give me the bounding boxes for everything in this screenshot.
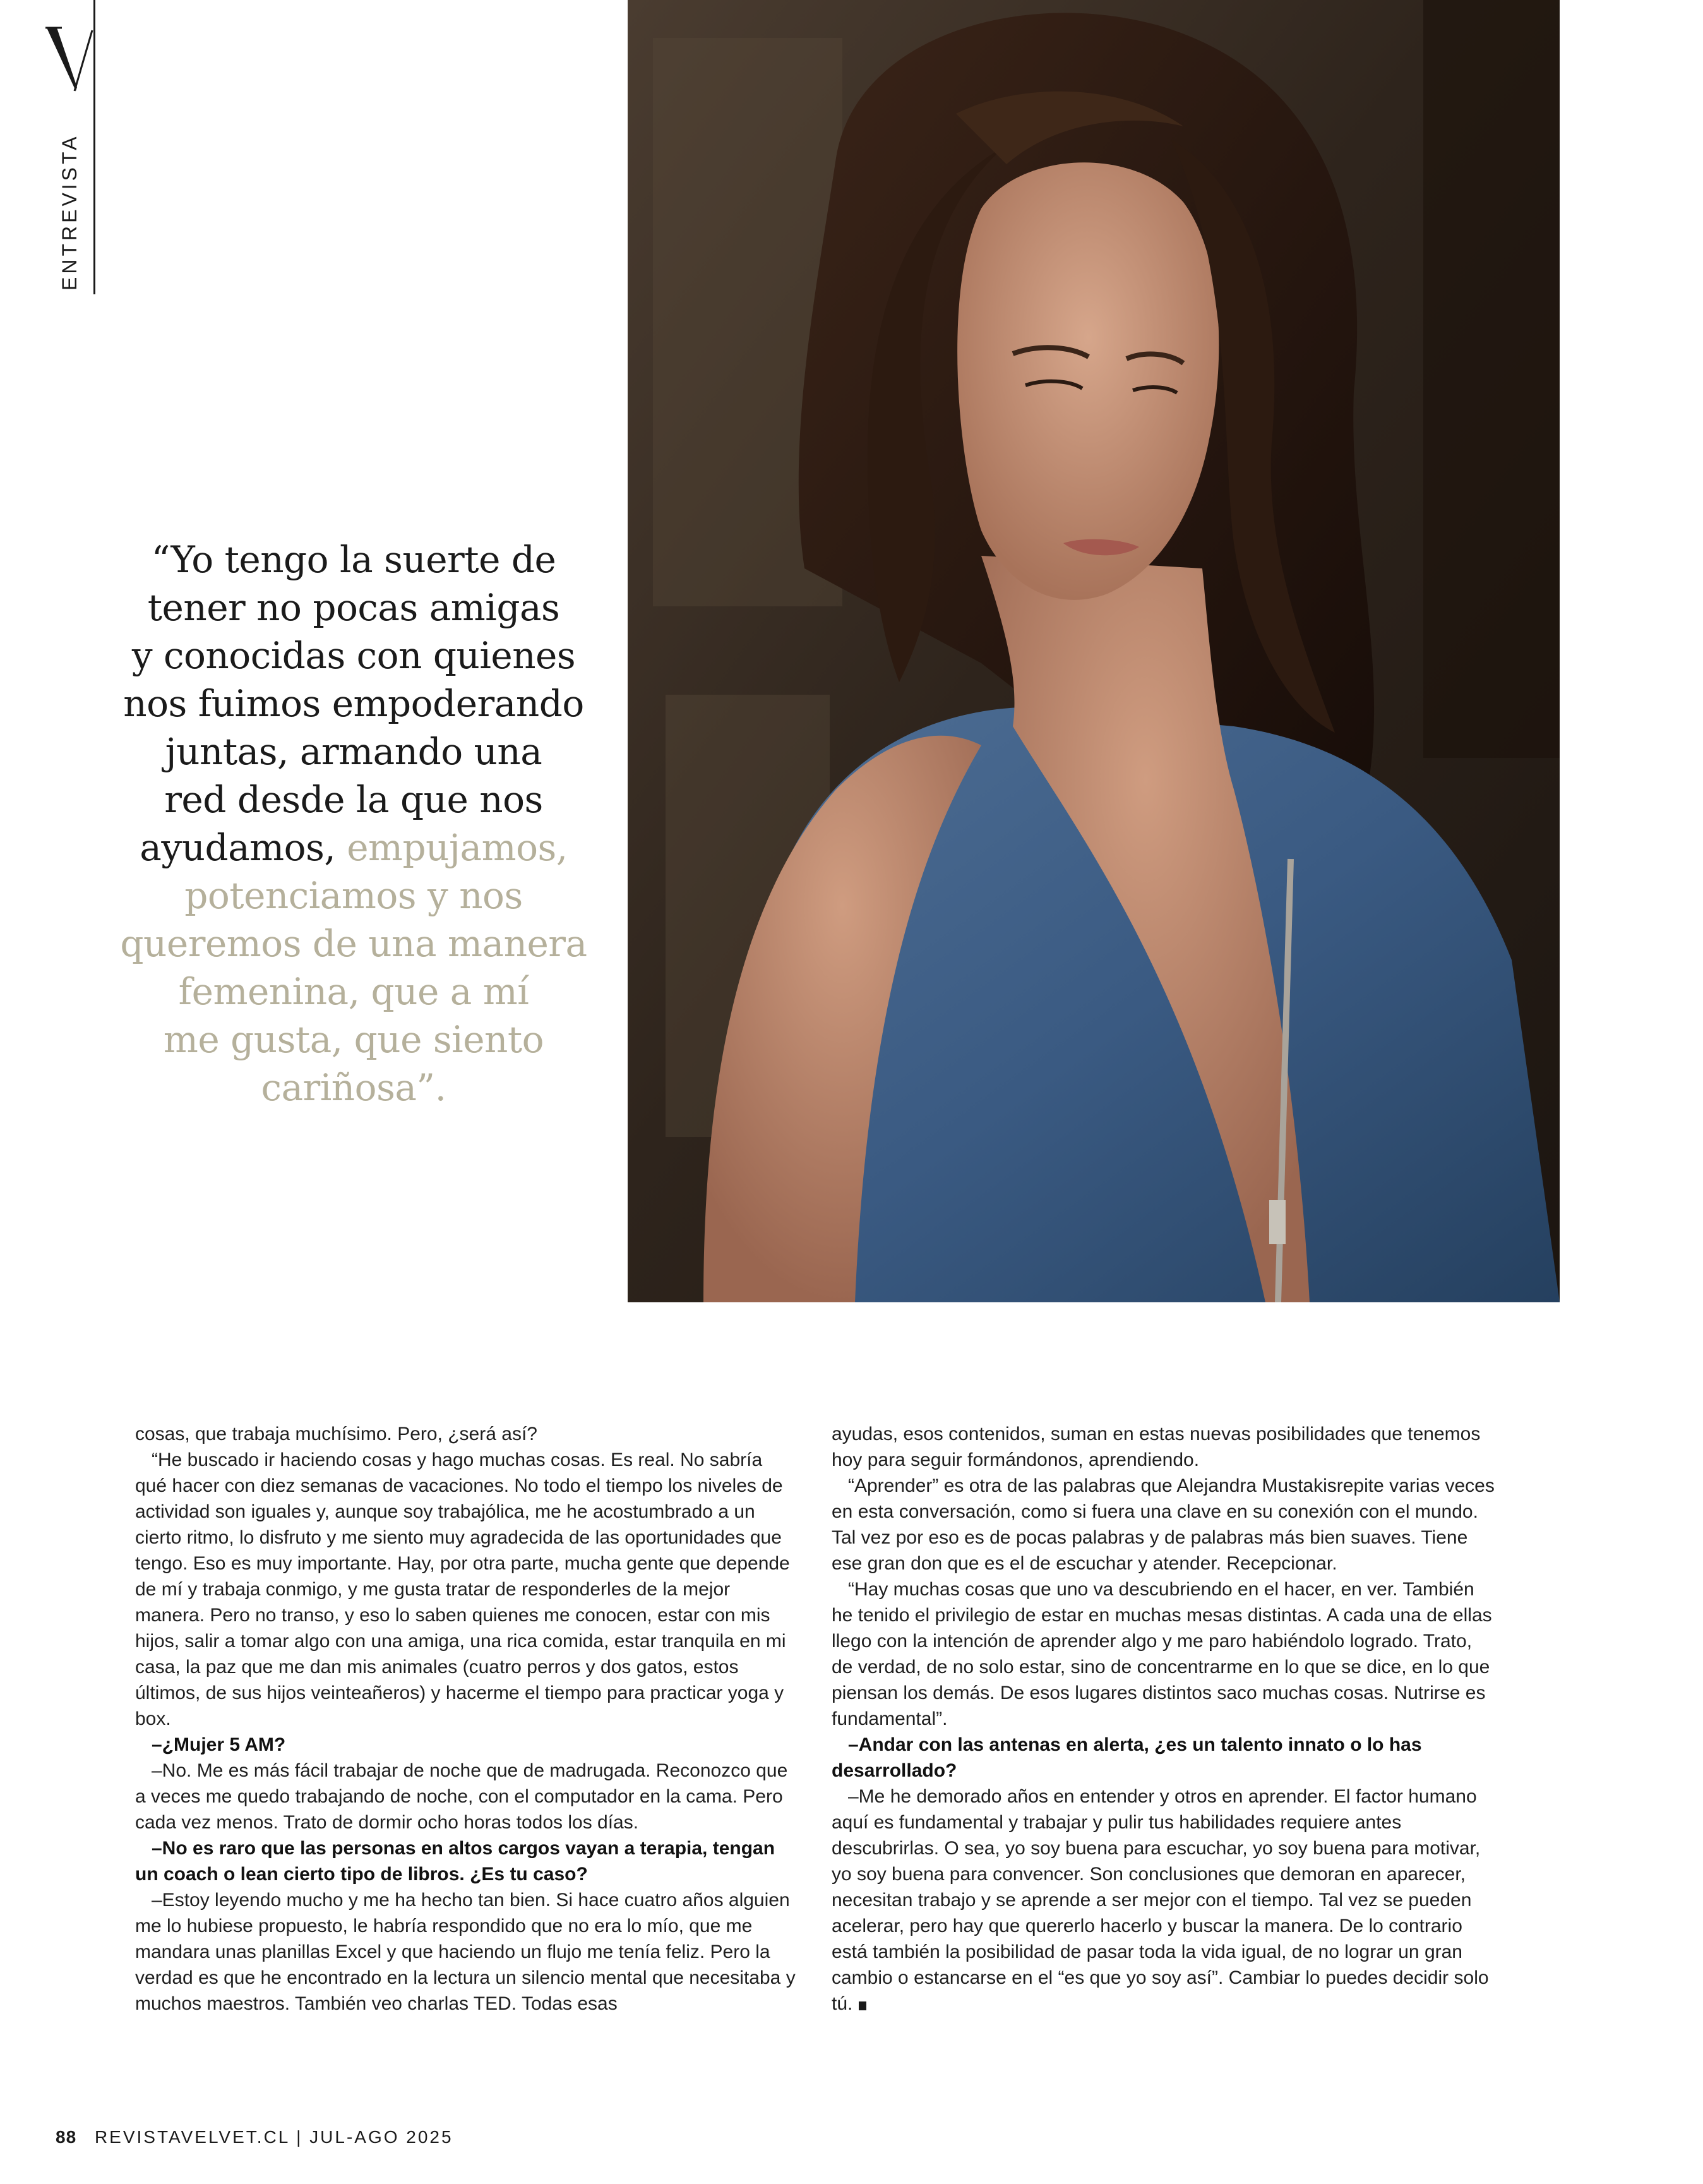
section-rule — [93, 0, 95, 294]
pull-quote-line: tener no pocas amigas — [147, 586, 560, 629]
pull-quote-accent-line: me gusta, que siento — [163, 1018, 544, 1061]
pull-quote-dark-text: ayudamos, — [140, 826, 336, 869]
interview-question: –Andar con las antenas en alerta, ¿es un talento innato o lo has desarrollado? — [832, 1734, 1422, 1781]
interview-question: –¿Mujer 5 AM? — [152, 1734, 286, 1755]
portrait-photo — [628, 0, 1560, 1302]
page-footer — [56, 2127, 453, 2147]
paragraph: “Hay muchas cosas que uno va descubriendo en el hacer, en ver. También he tenido el privilegio de estar en muchas mesas distintas. A cada una de ellas llego con la intención de aprender algo y me paro habiéndolo logrado. Trato, de verdad, de no solo estar, sino de concentrarme en lo que se dice, en lo que piensan los demás. De esos lugares distintos saco muchas cosas. Nutrirse es fundamental”. — [832, 1579, 1492, 1729]
paragraph: “He buscado ir haciendo cosas y hago muchas cosas. Es real. No sabría qué hacer con diez semanas de vacaciones. No todo el tiempo los niveles de actividad son iguales y, aunque soy trabajólica, me he acostumbrado a un cierto ritmo, lo disfruto y me siento muy agradecida de las oportunidades que tengo. Eso es muy importante. Hay, por otra parte, mucha gente que depende de mí y trabaja conmigo, y me gusta tratar de responderles de la mejor manera. Pero no transo, y eso lo saben quienes me conocen, estar con mis hijos, salir a tomar algo con una amiga, una rica comida, estar tranquila en mi casa, la paz que me dan mis animales (cuatro perros y dos gatos, estos últimos, de sus hijos veinteañeros) y hacerme el tiempo para practicar yoga y box. — [135, 1449, 790, 1729]
body-column-right — [832, 1421, 1495, 2017]
paragraph-final — [832, 1784, 1495, 2017]
end-of-article-icon — [859, 2001, 866, 2010]
pull-quote-line: juntas, armando una — [165, 730, 542, 773]
pull-quote-accent-text: empujamos, — [335, 826, 568, 869]
paragraph: –No. Me es más fácil trabajar de noche que de madrugada. Reconozco que a veces me quedo trabajando de noche, con el computador en la cama. Pero cada vez menos. Trato de dormir ocho horas todos los días. — [135, 1760, 788, 1833]
pull-quote-accent-line: cariñosa”. — [261, 1066, 446, 1109]
pull-quote-line: “Yo tengo la suerte de — [151, 538, 556, 581]
page-number: 88 — [56, 2127, 77, 2147]
paragraph: –Estoy leyendo mucho y me ha hecho tan bien. Si hace cuatro años alguien me lo hubiese propuesto, le habría respondido que no era lo mío, que me mandara unas planillas Excel y que haciendo un flujo me tenía feliz. Pero la verdad es que he encontrado en la lectura un silencio mental que necesitaba y muchos maestros. También veo charlas TED. Todas esas — [135, 1890, 796, 2014]
pull-quote-accent-line: potenciamos y nos — [184, 874, 523, 917]
pull-quote-accent-line: femenina, que a mí — [178, 970, 529, 1013]
paragraph: “Aprender” es otra de las palabras que Alejandra Mustakisrepite varias veces en esta conversación, como si fuera una clave en su conexión con el mundo. Tal vez por eso es de pocas palabras y de palabras más bien suaves. Tiene ese gran don que es el de escuchar y atender. Recepcionar. — [832, 1475, 1495, 1574]
paragraph: cosas, que trabaja muchísimo. Pero, ¿será así? — [135, 1424, 537, 1444]
pull-quote-line: red desde la que nos — [164, 778, 543, 821]
pull-quote-line-mixed — [114, 824, 594, 872]
pull-quote-accent-line: queremos de una manera — [120, 922, 587, 965]
pull-quote — [114, 536, 594, 1112]
publication-info: REVISTAVELVET.CL | JUL-AGO 2025 — [94, 2127, 453, 2147]
brand-v-logo — [45, 25, 96, 101]
pull-quote-line: y conocidas con quienes — [131, 634, 576, 677]
paragraph: ayudas, esos contenidos, suman en estas nuevas posibilidades que tenemos hoy para seguir formándonos, aprendiendo. — [832, 1424, 1481, 1470]
pull-quote-line: nos fuimos empoderando — [123, 682, 584, 725]
final-paragraph-text: –Me he demorado años en entender y otros en aprender. El factor humano aquí es fundamental y trabajar y pulir tus habilidades requiere antes descubrirlas. O sea, yo soy buena para escuchar, yo soy buena para motivar, yo soy buena para convencer. Son conclusiones que demoran en aparecer, necesitan trabajo y se aprende a ser mejor con el tiempo. Tal vez se pueden acelerar, pero hay que quererlo hacerlo y buscar la manera. De lo contrario está también la posibilidad de pasar toda la vida igual, de no lograr un gran cambio o estancarse en el “es que yo soy así”. Cambiar lo puedes decidir solo tú. — [832, 1786, 1489, 2014]
section-label: ENTREVISTA — [58, 133, 81, 291]
body-column-left — [135, 1421, 798, 2017]
interview-question: –No es raro que las personas en altos cargos vayan a terapia, tengan un coach o lean cierto tipo de libros. ¿Es tu caso? — [135, 1838, 775, 1885]
portrait-illustration — [628, 0, 1560, 1302]
